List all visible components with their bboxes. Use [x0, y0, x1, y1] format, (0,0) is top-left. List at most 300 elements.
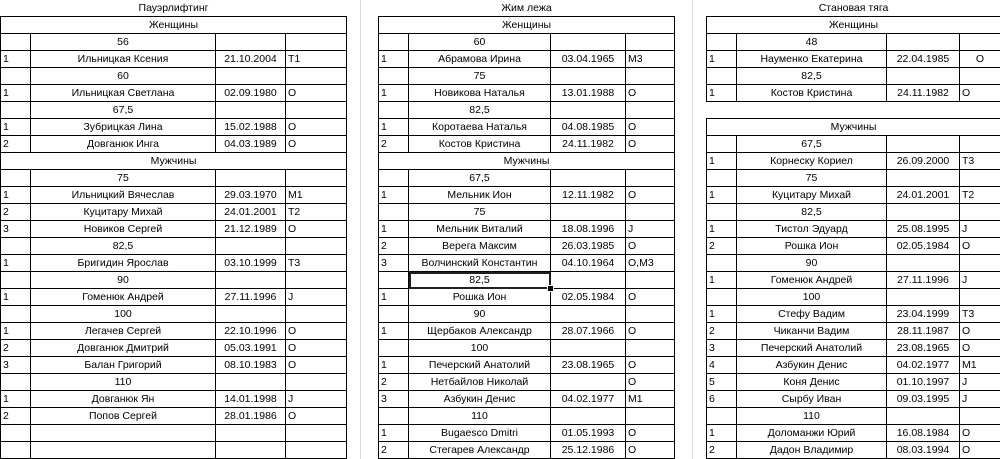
place-cell[interactable] [1, 442, 31, 459]
place-cell[interactable]: 3 [379, 255, 409, 272]
empty-cell[interactable] [216, 102, 286, 119]
athlete-name-cell[interactable]: Довганюк Дмитрий [31, 340, 216, 357]
place-cell[interactable]: 5 [707, 374, 737, 391]
weight-class-cell[interactable]: 90 [737, 255, 887, 272]
category-cell[interactable] [286, 425, 347, 442]
place-cell[interactable]: 6 [707, 391, 737, 408]
birth-date-cell[interactable]: 22.04.1985 [887, 51, 960, 68]
birth-date-cell[interactable]: 28.11.1987 [887, 323, 960, 340]
place-cell[interactable]: 2 [707, 238, 737, 255]
category-cell[interactable]: O [286, 408, 347, 425]
birth-date-cell[interactable]: 26.03.1985 [551, 238, 626, 255]
category-cell[interactable]: O [286, 136, 347, 153]
birth-date-cell[interactable] [216, 442, 286, 459]
athlete-name-cell[interactable]: Довганюк Инга [31, 136, 216, 153]
category-cell[interactable]: J [286, 391, 347, 408]
empty-cell[interactable] [379, 34, 409, 51]
empty-cell[interactable] [551, 204, 626, 221]
empty-cell[interactable] [1, 170, 31, 187]
place-cell[interactable]: 2 [379, 374, 409, 391]
athlete-name-cell[interactable]: Куцитару Михай [737, 187, 887, 204]
category-cell[interactable]: J [960, 374, 1000, 391]
category-cell[interactable]: M1 [626, 391, 675, 408]
empty-cell[interactable] [216, 306, 286, 323]
empty-cell[interactable] [216, 68, 286, 85]
athlete-name-cell[interactable]: Зубрицкая Лина [31, 119, 216, 136]
place-cell[interactable]: 1 [1, 85, 31, 102]
empty-cell[interactable] [379, 170, 409, 187]
athlete-name-cell[interactable]: Азбукин Денис [409, 391, 551, 408]
place-cell[interactable]: 1 [1, 119, 31, 136]
athlete-name-cell[interactable]: Ильницкий Вячеслав [31, 187, 216, 204]
birth-date-cell[interactable]: 24.01.2001 [887, 187, 960, 204]
category-cell[interactable]: O,M3 [626, 255, 675, 272]
weight-class-cell[interactable]: 90 [31, 272, 216, 289]
category-cell[interactable]: J [626, 221, 675, 238]
place-cell[interactable]: 1 [707, 85, 737, 102]
category-cell[interactable]: T3 [960, 153, 1000, 170]
place-cell[interactable]: 3 [707, 340, 737, 357]
weight-class-cell[interactable]: 82,5 [31, 238, 216, 255]
weight-class-cell[interactable]: 60 [409, 34, 551, 51]
birth-date-cell[interactable] [551, 374, 626, 391]
empty-cell[interactable] [379, 340, 409, 357]
empty-cell[interactable] [887, 204, 960, 221]
category-cell[interactable]: O [960, 323, 1000, 340]
weight-class-cell[interactable]: 90 [409, 306, 551, 323]
birth-date-cell[interactable]: 04.03.1989 [216, 136, 286, 153]
empty-cell[interactable] [1, 102, 31, 119]
weight-class-cell[interactable]: 82,5 [409, 272, 551, 289]
empty-cell[interactable] [960, 34, 1000, 51]
weight-class-cell[interactable]: 75 [409, 68, 551, 85]
empty-cell[interactable] [960, 255, 1000, 272]
weight-class-cell[interactable]: 100 [31, 306, 216, 323]
category-cell[interactable]: O [626, 357, 675, 374]
athlete-name-cell[interactable]: Мельник Ион [409, 187, 551, 204]
place-cell[interactable]: 1 [1, 255, 31, 272]
empty-cell[interactable] [551, 340, 626, 357]
weight-class-cell[interactable]: 82,5 [737, 204, 887, 221]
empty-cell[interactable] [707, 68, 737, 85]
empty-cell[interactable] [887, 34, 960, 51]
place-cell[interactable]: 2 [379, 238, 409, 255]
birth-date-cell[interactable]: 12.11.1982 [551, 187, 626, 204]
empty-cell[interactable] [626, 272, 675, 289]
empty-cell[interactable] [960, 204, 1000, 221]
athlete-row [707, 425, 1000, 442]
category-cell[interactable]: J [960, 272, 1000, 289]
athlete-row [707, 340, 1000, 357]
empty-cell[interactable] [1, 68, 31, 85]
weight-class-cell[interactable]: 67,5 [31, 102, 216, 119]
empty-cell[interactable] [286, 34, 347, 51]
empty-cell[interactable] [707, 34, 737, 51]
athlete-name-cell[interactable]: Абрамова Ирина [409, 51, 551, 68]
empty-cell[interactable] [887, 68, 960, 85]
place-cell[interactable]: 1 [379, 187, 409, 204]
athlete-name-cell[interactable]: Доломанжи Юрий [737, 425, 887, 442]
empty-cell[interactable] [887, 170, 960, 187]
empty-cell[interactable] [216, 374, 286, 391]
fill-handle[interactable] [547, 285, 554, 292]
place-cell[interactable]: 1 [379, 221, 409, 238]
athlete-name-cell[interactable]: Коротаева Наталья [409, 119, 551, 136]
place-cell[interactable]: 1 [1, 289, 31, 306]
athlete-name-cell[interactable]: Новикова Наталья [409, 85, 551, 102]
place-cell[interactable]: 1 [1, 323, 31, 340]
weight-class-row [379, 340, 675, 357]
category-cell[interactable]: O [286, 221, 347, 238]
place-cell[interactable]: 2 [1, 408, 31, 425]
section-header[interactable]: Женщины [707, 17, 1000, 34]
place-cell[interactable]: 1 [1, 51, 31, 68]
athlete-row [1, 136, 347, 153]
empty-cell[interactable] [960, 170, 1000, 187]
place-cell[interactable]: 4 [707, 357, 737, 374]
weight-class-cell[interactable]: 100 [409, 340, 551, 357]
place-cell[interactable]: 1 [379, 289, 409, 306]
athlete-row [1, 323, 347, 340]
place-cell[interactable]: 1 [707, 153, 737, 170]
empty-cell[interactable] [379, 306, 409, 323]
birth-date-cell[interactable]: 08.03.1994 [887, 442, 960, 459]
category-cell[interactable]: O [626, 85, 675, 102]
place-cell[interactable]: 3 [1, 357, 31, 374]
empty-cell[interactable] [551, 306, 626, 323]
place-cell[interactable]: 1 [707, 187, 737, 204]
section-header[interactable]: Мужчины [379, 153, 675, 170]
place-cell[interactable]: 3 [1, 221, 31, 238]
place-cell[interactable]: 2 [1, 136, 31, 153]
place-cell[interactable]: 1 [707, 51, 737, 68]
birth-date-cell[interactable]: 29.03.1970 [216, 187, 286, 204]
athlete-name-cell[interactable]: Довганюк Ян [31, 391, 216, 408]
athlete-name-cell[interactable]: Гоменюк Андрей [31, 289, 216, 306]
empty-cell[interactable] [626, 204, 675, 221]
birth-date-cell[interactable]: 03.04.1965 [551, 51, 626, 68]
empty-cell[interactable] [551, 170, 626, 187]
birth-date-cell[interactable]: 26.09.2000 [887, 153, 960, 170]
empty-cell[interactable] [1, 272, 31, 289]
empty-cell[interactable] [286, 68, 347, 85]
birth-date-cell[interactable]: 02.05.1984 [551, 289, 626, 306]
athlete-name-cell[interactable]: Волчинский Константин [409, 255, 551, 272]
empty-cell[interactable] [960, 136, 1000, 153]
athlete-name-cell[interactable] [31, 425, 216, 442]
athlete-name-cell[interactable]: Костов Кристина [737, 85, 887, 102]
category-cell[interactable]: O [626, 119, 675, 136]
empty-cell[interactable] [960, 289, 1000, 306]
birth-date-cell[interactable]: 02.05.1984 [887, 238, 960, 255]
place-cell[interactable]: 2 [1, 204, 31, 221]
athlete-name-cell[interactable]: Рошка Ион [737, 238, 887, 255]
birth-date-cell[interactable] [216, 425, 286, 442]
empty-cell[interactable] [551, 34, 626, 51]
empty-cell[interactable] [379, 68, 409, 85]
birth-date-cell[interactable]: 21.12.1989 [216, 221, 286, 238]
category-cell[interactable]: O [960, 238, 1000, 255]
category-cell[interactable]: M1 [960, 357, 1000, 374]
empty-cell[interactable] [286, 272, 347, 289]
weight-class-cell[interactable]: 82,5 [409, 102, 551, 119]
birth-date-cell[interactable]: 24.11.1982 [551, 136, 626, 153]
birth-date-cell[interactable]: 23.08.1965 [551, 357, 626, 374]
athlete-name-cell[interactable]: Дадон Владимир [737, 442, 887, 459]
category-cell[interactable]: O [626, 238, 675, 255]
empty-cell[interactable] [626, 34, 675, 51]
athlete-name-cell[interactable]: Азбукин Денис [737, 357, 887, 374]
athlete-name-cell[interactable]: Нетбайлов Николай [409, 374, 551, 391]
category-cell[interactable]: O [626, 289, 675, 306]
birth-date-cell[interactable]: 18.08.1996 [551, 221, 626, 238]
athlete-name-cell[interactable]: Ильницкая Светлана [31, 85, 216, 102]
birth-date-cell[interactable]: 25.12.1986 [551, 442, 626, 459]
empty-cell[interactable] [551, 272, 626, 289]
category-cell[interactable]: O [960, 425, 1000, 442]
weight-class-cell[interactable]: 75 [409, 204, 551, 221]
athlete-name-cell[interactable]: Тистол Эдуард [737, 221, 887, 238]
category-cell[interactable]: J [286, 289, 347, 306]
category-cell[interactable]: O [286, 119, 347, 136]
birth-date-cell[interactable]: 01.05.1993 [551, 425, 626, 442]
empty-cell[interactable] [551, 408, 626, 425]
athlete-name-cell[interactable]: Попов Сергей [31, 408, 216, 425]
category-cell[interactable]: J [960, 391, 1000, 408]
empty-cell[interactable] [216, 170, 286, 187]
weight-class-cell[interactable]: 110 [409, 408, 551, 425]
empty-cell[interactable] [379, 272, 409, 289]
weight-class-cell[interactable]: 67,5 [409, 170, 551, 187]
empty-cell[interactable] [286, 170, 347, 187]
athlete-name-cell[interactable]: Мельник Виталий [409, 221, 551, 238]
athlete-name-cell[interactable]: Щербаков Александр [409, 323, 551, 340]
birth-date-cell[interactable]: 27.11.1996 [887, 272, 960, 289]
birth-date-cell[interactable]: 09.03.1995 [887, 391, 960, 408]
athlete-name-cell[interactable]: Науменко Екатерина [737, 51, 887, 68]
empty-cell[interactable] [707, 170, 737, 187]
category-cell[interactable] [286, 442, 347, 459]
empty-cell[interactable] [707, 408, 737, 425]
empty-cell[interactable] [626, 306, 675, 323]
place-cell[interactable]: 2 [707, 323, 737, 340]
category-cell[interactable]: O [626, 425, 675, 442]
category-cell[interactable]: O [286, 340, 347, 357]
birth-date-cell[interactable]: 08.10.1983 [216, 357, 286, 374]
empty-cell[interactable] [887, 255, 960, 272]
empty-cell[interactable] [1, 238, 31, 255]
athlete-name-cell[interactable]: Корнеску Кориел [737, 153, 887, 170]
birth-date-cell[interactable]: 04.02.1977 [551, 391, 626, 408]
empty-cell[interactable] [887, 289, 960, 306]
athlete-name-cell[interactable]: Стефу Вадим [737, 306, 887, 323]
place-cell[interactable] [1, 425, 31, 442]
place-cell[interactable]: 2 [707, 442, 737, 459]
athlete-name-cell[interactable]: Новиков Сергей [31, 221, 216, 238]
empty-cell[interactable] [626, 340, 675, 357]
category-cell[interactable]: O [960, 85, 1000, 102]
place-cell[interactable]: 1 [379, 119, 409, 136]
empty-cell[interactable] [707, 289, 737, 306]
birth-date-cell[interactable]: 27.11.1996 [216, 289, 286, 306]
birth-date-cell[interactable]: 25.08.1995 [887, 221, 960, 238]
athlete-name-cell[interactable]: Костов Кристина [409, 136, 551, 153]
empty-cell[interactable] [216, 34, 286, 51]
athlete-name-cell[interactable]: Куцитару Михай [31, 204, 216, 221]
athlete-name-cell[interactable]: Рошка Ион [409, 289, 551, 306]
empty-cell[interactable] [626, 102, 675, 119]
weight-class-cell[interactable]: 67,5 [737, 136, 887, 153]
birth-date-cell[interactable]: 04.10.1964 [551, 255, 626, 272]
section-header[interactable]: Мужчины [1, 153, 347, 170]
empty-cell[interactable] [1, 34, 31, 51]
empty-cell[interactable] [286, 306, 347, 323]
category-cell[interactable]: O [626, 442, 675, 459]
place-cell[interactable]: 2 [1, 340, 31, 357]
weight-class-cell[interactable]: 82,5 [737, 68, 887, 85]
empty-cell[interactable] [887, 136, 960, 153]
athlete-name-cell[interactable]: Гоменюк Андрей [737, 272, 887, 289]
birth-date-cell[interactable]: 16.08.1984 [887, 425, 960, 442]
empty-cell[interactable] [960, 408, 1000, 425]
empty-cell[interactable] [379, 102, 409, 119]
category-cell[interactable]: O [626, 323, 675, 340]
empty-cell[interactable] [707, 255, 737, 272]
category-cell[interactable]: T3 [286, 255, 347, 272]
athlete-name-cell[interactable]: Балан Григорий [31, 357, 216, 374]
category-cell[interactable]: O [626, 136, 675, 153]
place-cell[interactable]: 1 [379, 85, 409, 102]
place-cell[interactable]: 1 [707, 425, 737, 442]
section-header[interactable]: Мужчины [707, 119, 1000, 136]
place-cell[interactable]: 2 [379, 136, 409, 153]
place-cell[interactable]: 1 [707, 272, 737, 289]
weight-class-cell[interactable]: 75 [31, 170, 216, 187]
birth-date-cell[interactable]: 04.02.1977 [887, 357, 960, 374]
athlete-name-cell[interactable]: Верега Максим [409, 238, 551, 255]
place-cell[interactable]: 1 [707, 306, 737, 323]
birth-date-cell[interactable]: 22.10.1996 [216, 323, 286, 340]
place-cell[interactable]: 1 [379, 51, 409, 68]
category-cell[interactable]: O [286, 85, 347, 102]
place-cell[interactable]: 1 [707, 221, 737, 238]
place-cell[interactable]: 1 [1, 391, 31, 408]
birth-date-cell[interactable]: 01.10.1997 [887, 374, 960, 391]
birth-date-cell[interactable]: 28.01.1986 [216, 408, 286, 425]
category-cell[interactable]: T2 [286, 204, 347, 221]
empty-cell[interactable] [1, 306, 31, 323]
empty-cell[interactable] [286, 238, 347, 255]
category-cell[interactable]: O [960, 51, 1000, 68]
birth-date-cell[interactable]: 24.01.2001 [216, 204, 286, 221]
empty-cell[interactable] [626, 408, 675, 425]
birth-date-cell[interactable]: 21.10.2004 [216, 51, 286, 68]
empty-cell[interactable] [887, 408, 960, 425]
empty-cell[interactable] [216, 238, 286, 255]
empty-cell[interactable] [1, 374, 31, 391]
weight-class-cell[interactable]: 110 [737, 408, 887, 425]
athlete-name-cell[interactable]: Bugaesco Dmitri [409, 425, 551, 442]
birth-date-cell[interactable]: 23.04.1999 [887, 306, 960, 323]
place-cell[interactable]: 1 [379, 425, 409, 442]
category-cell[interactable]: O [626, 374, 675, 391]
category-cell[interactable]: O [960, 442, 1000, 459]
birth-date-cell[interactable]: 05.03.1991 [216, 340, 286, 357]
weight-class-cell[interactable]: 100 [737, 289, 887, 306]
empty-cell[interactable] [626, 170, 675, 187]
category-cell[interactable]: M3 [626, 51, 675, 68]
weight-class-cell[interactable]: 56 [31, 34, 216, 51]
empty-cell[interactable] [551, 102, 626, 119]
category-cell[interactable]: T3 [960, 306, 1000, 323]
empty-cell[interactable] [707, 102, 1000, 119]
birth-date-cell[interactable]: 15.02.1988 [216, 119, 286, 136]
weight-class-cell[interactable]: 48 [737, 34, 887, 51]
athlete-name-cell[interactable]: Легачев Сергей [31, 323, 216, 340]
athlete-name-cell[interactable]: Коня Денис [737, 374, 887, 391]
birth-date-cell[interactable]: 14.01.1998 [216, 391, 286, 408]
place-cell[interactable]: 3 [379, 391, 409, 408]
place-cell[interactable]: 1 [379, 357, 409, 374]
athlete-name-cell[interactable]: Ильницкая Ксения [31, 51, 216, 68]
birth-date-cell[interactable]: 28.07.1966 [551, 323, 626, 340]
place-cell[interactable]: 2 [379, 442, 409, 459]
birth-date-cell[interactable]: 02.09.1980 [216, 85, 286, 102]
weight-class-row [1, 170, 347, 187]
athlete-name-cell[interactable]: Сырбу Иван [737, 391, 887, 408]
empty-cell[interactable] [626, 68, 675, 85]
category-cell[interactable]: T2 [960, 187, 1000, 204]
section-header[interactable]: Женщины [379, 17, 675, 34]
place-cell[interactable]: 1 [379, 323, 409, 340]
athlete-name-cell[interactable]: Чиканчи Вадим [737, 323, 887, 340]
section-header[interactable]: Женщины [1, 17, 347, 34]
birth-date-cell[interactable]: 04.08.1985 [551, 119, 626, 136]
empty-cell[interactable] [286, 102, 347, 119]
category-cell[interactable]: T1 [286, 51, 347, 68]
empty-cell[interactable] [707, 136, 737, 153]
birth-date-cell[interactable]: 23.08.1965 [887, 340, 960, 357]
empty-cell[interactable] [707, 204, 737, 221]
place-cell[interactable]: 1 [1, 187, 31, 204]
weight-class-cell[interactable]: 110 [31, 374, 216, 391]
athlete-name-cell[interactable] [31, 442, 216, 459]
birth-date-cell[interactable]: 03.10.1999 [216, 255, 286, 272]
weight-class-row [707, 34, 1000, 51]
category-cell[interactable]: O [286, 357, 347, 374]
empty-cell[interactable] [379, 204, 409, 221]
category-cell[interactable]: O [626, 187, 675, 204]
athlete-row [707, 306, 1000, 323]
athlete-name-cell[interactable]: Печерский Анатолий [737, 340, 887, 357]
empty-cell[interactable] [379, 408, 409, 425]
weight-class-cell[interactable]: 75 [737, 170, 887, 187]
athlete-name-cell[interactable]: Печерский Анатолий [409, 357, 551, 374]
weight-class-cell[interactable]: 60 [31, 68, 216, 85]
athlete-name-cell[interactable]: Бригидин Ярослав [31, 255, 216, 272]
category-cell[interactable]: M1 [286, 187, 347, 204]
birth-date-cell[interactable]: 24.11.1982 [887, 85, 960, 102]
category-cell[interactable]: O [286, 323, 347, 340]
birth-date-cell[interactable]: 13.01.1988 [551, 85, 626, 102]
empty-cell[interactable] [551, 68, 626, 85]
empty-cell[interactable] [286, 374, 347, 391]
empty-cell[interactable] [960, 68, 1000, 85]
empty-cell[interactable] [216, 272, 286, 289]
category-cell[interactable]: O [960, 340, 1000, 357]
athlete-name-cell[interactable]: Стегарев Александр [409, 442, 551, 459]
category-cell[interactable]: J [960, 221, 1000, 238]
